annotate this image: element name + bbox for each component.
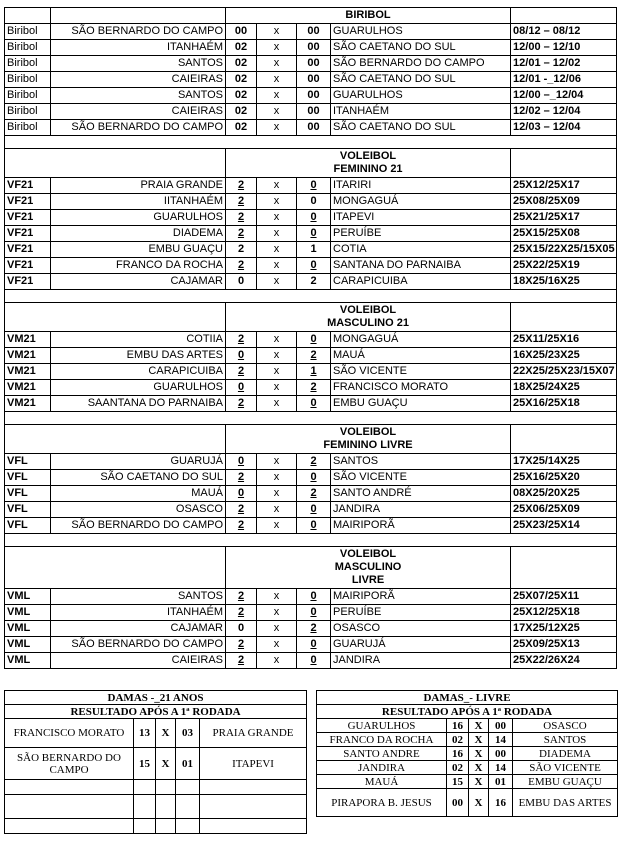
table-row: VM21 CARAPICUIBA 2 x 1 SÃO VICENTE 22X25/25X23/15X07	[5, 364, 617, 380]
table-subtitle: RESULTADO APÓS A 1ª RODADA	[5, 705, 307, 719]
table-row: VM21 GUARULHOS 0 x 2 FRANCISCO MORATO 18X25/24X25	[5, 380, 617, 396]
table-row: VF21 FRANCO DA ROCHA 2 x 0 SANTANA DO PARNAIBA 25X22/25X19	[5, 258, 617, 274]
table-header	[317, 691, 618, 705]
table-row: VF21 IITANHAÉM 2 x 0 MONGAGUÁ 25X08/25X09	[5, 194, 617, 210]
section-title: VOLEIBOL	[339, 426, 397, 438]
table-row: VF21 PRAIA GRANDE 2 x 0 ITARIRI 25X12/25X17	[5, 178, 617, 194]
section-header-vf21	[5, 149, 617, 178]
section-header-vm21	[5, 303, 617, 332]
table-row: VFL SÃO BERNARDO DO CAMPO 2 x 0 MAIRIPORÃ 25X23/25X14	[5, 518, 617, 534]
table-title: DAMAS_- LIVRE	[317, 691, 618, 705]
damas-21-table	[4, 690, 307, 834]
section-subtitle: FEMININO LIVRE	[323, 439, 413, 451]
empty-row	[5, 819, 307, 834]
section-title: VOLEIBOL	[339, 150, 397, 162]
table-row: Biribol CAIEIRAS 02 x 00 ITANHAÉM 12/02 – 12/04	[5, 104, 617, 120]
table-row: VF21 CAJAMAR 0 x 2 CARAPICUIBA 18X25/16X25	[5, 274, 617, 290]
table-row: SÃO BERNARDO DO CAMPO 15 X 01 ITAPEVI	[5, 748, 307, 780]
table-title: DAMAS -_21 ANOS	[5, 691, 307, 705]
section-subtitle-2: LIVRE	[351, 574, 385, 586]
section-title: VOLEIBOL	[339, 548, 397, 560]
table-row: Biribol CAIEIRAS 02 x 00 SÃO CAETANO DO SUL 12/01 -_12/06	[5, 72, 617, 88]
section-subtitle: MASCULINO	[334, 561, 402, 573]
table-row: PIRAPORA B. JESUS 00 X 16 EMBU DAS ARTES	[317, 789, 618, 817]
table-row: VF21 DIADEMA 2 x 0 PERUÍBE 25X15/25X08	[5, 226, 617, 242]
empty-row	[5, 780, 307, 795]
spacer-row	[5, 412, 617, 425]
section-header-vfl	[5, 425, 617, 454]
spacer-row	[5, 136, 617, 149]
table-row: GUARULHOS 16 X 00 OSASCO	[317, 719, 618, 733]
table-row: MAUÁ 15 X 01 EMBU GUAÇU	[317, 775, 618, 789]
table-row: VML CAIEIRAS 2 x 0 JANDIRA 25X22/26X24	[5, 653, 617, 669]
table-row: FRANCO DA ROCHA 02 X 14 SANTOS	[317, 733, 618, 747]
table-row: VML SANTOS 2 x 0 MAIRIPORÃ 25X07/25X11	[5, 589, 617, 605]
section-title: BIRIBOL	[226, 8, 511, 24]
table-row: VM21 SAANTANA DO PARNAIBA 2 x 0 EMBU GUAÇU 25X16/25X18	[5, 396, 617, 412]
table-row: VML CAJAMAR 0 x 2 OSASCO 17X25/12X25	[5, 621, 617, 637]
table-row: VM21 COTIIA 2 x 0 MONGAGUÁ 25X11/25X16	[5, 332, 617, 348]
spacer-row	[5, 290, 617, 303]
table-row: VF21 GUARULHOS 2 x 0 ITAPEVI 25X21/25X17	[5, 210, 617, 226]
table-row: VML ITANHAÉM 2 x 0 PERUÍBE 25X12/25X18	[5, 605, 617, 621]
empty-row	[5, 795, 307, 819]
section-header-vml	[5, 547, 617, 589]
table-row: Biribol ITANHAÉM 02 x 00 SÃO CAETANO DO SUL 12/00 – 12/10	[5, 40, 617, 56]
table-row: Biribol SÃO BERNARDO DO CAMPO 00 x 00 GUARULHOS 08/12 – 08/12	[5, 24, 617, 40]
table-subtitle: RESULTADO APÓS A 1ª RODADA	[317, 705, 618, 719]
table-header	[5, 691, 307, 705]
table-row: VML SÃO BERNARDO DO CAMPO 2 x 0 GUARUJÁ 25X09/25X13	[5, 637, 617, 653]
section-header-biribol	[5, 8, 617, 24]
table-row: Biribol SÃO BERNARDO DO CAMPO 02 x 00 SÃO CAETANO DO SUL 12/03 – 12/04	[5, 120, 617, 136]
spacer-row	[5, 534, 617, 547]
section-subtitle: FEMININO 21	[333, 163, 403, 175]
section-subtitle: MASCULINO 21	[327, 317, 409, 329]
table-row: VFL SÃO CAETANO DO SUL 2 x 0 SÃO VICENTE 25X16/25X20	[5, 470, 617, 486]
table-row: JANDIRA 02 X 14 SÃO VICENTE	[317, 761, 618, 775]
table-row: VF21 EMBU GUAÇU 2 x 1 COTIA 25X15/22X25/15X05	[5, 242, 617, 258]
table-row: VFL GUARUJÁ 0 x 2 SANTOS 17X25/14X25	[5, 454, 617, 470]
table-row: FRANCISCO MORATO 13 X 03 PRAIA GRANDE	[5, 719, 307, 748]
section-title: VOLEIBOL	[339, 304, 397, 316]
damas-livre-table	[316, 690, 618, 817]
table-row: VFL OSASCO 2 x 0 JANDIRA 25X06/25X09	[5, 502, 617, 518]
table-header	[5, 705, 307, 719]
table-row: VFL MAUÁ 0 x 2 SANTO ANDRÉ 08X25/20X25	[5, 486, 617, 502]
results-table	[4, 7, 617, 669]
table-row: Biribol SANTOS 02 x 00 SÃO BERNARDO DO CAMPO 12/01 – 12/02	[5, 56, 617, 72]
table-row: SANTO ANDRE 16 X 00 DIADEMA	[317, 747, 618, 761]
table-header	[317, 705, 618, 719]
table-row: VM21 EMBU DAS ARTES 0 x 2 MAUÁ 16X25/23X25	[5, 348, 617, 364]
table-row: Biribol SANTOS 02 x 00 GUARULHOS 12/00 –_12/04	[5, 88, 617, 104]
